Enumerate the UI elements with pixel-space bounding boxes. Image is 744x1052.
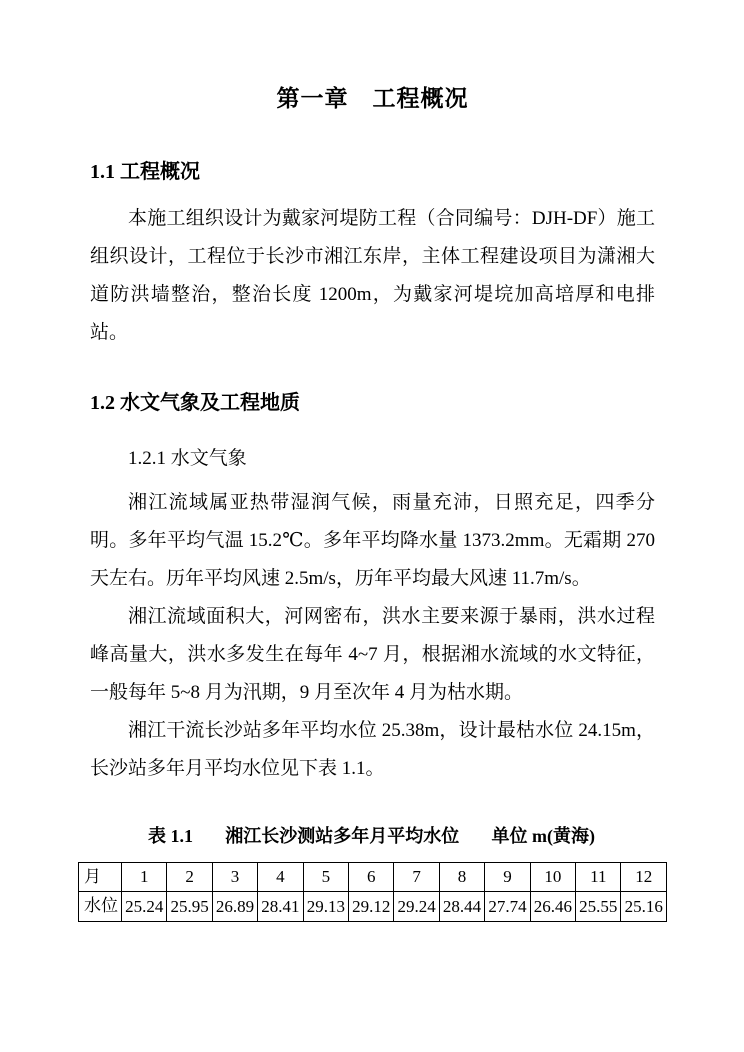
table-cell-month: 5 — [303, 863, 348, 892]
table-cell-level: 25.95 — [167, 892, 212, 921]
section-1-2-heading: 1.2 水文气象及工程地质 — [90, 392, 300, 414]
table-cell-month: 2 — [167, 863, 212, 892]
table-cell-month: 8 — [439, 863, 484, 892]
table-cell-level: 25.55 — [576, 892, 621, 921]
table-cell-month: 7 — [394, 863, 439, 892]
hydrology-paragraph-levels: 湘江干流长沙站多年平均水位 25.38m，设计最枯水位 24.15m，长沙站多年月平均水位见下表 1.1。 — [90, 720, 655, 779]
table-cell-month: 9 — [485, 863, 530, 892]
table-cell-month: 10 — [530, 863, 575, 892]
table-row-waterlevel-label: 水位 — [79, 892, 122, 921]
table-row — [79, 892, 667, 921]
table-header-month-label: 月 — [79, 863, 122, 892]
table-cell-level: 27.74 — [485, 892, 530, 921]
table-caption-title: 湘江长沙测站多年月平均水位 — [225, 826, 460, 846]
section-1-1-heading: 1.1 工程概况 — [90, 161, 200, 183]
table-cell-level: 29.12 — [349, 892, 394, 921]
table-cell-level: 29.13 — [303, 892, 348, 921]
table-row — [79, 863, 667, 892]
table-cell-month: 4 — [258, 863, 303, 892]
hydrology-paragraph-flood: 湘江流域面积大，河网密布，洪水主要来源于暴雨，洪水过程峰高量大，洪水多发生在每年 4~7 月，根据湘水流域的水文特征，一般每年 5~8 月为汛期，9 月至次年 4 月为枯水期。 — [90, 606, 655, 703]
table-cell-level: 26.89 — [212, 892, 257, 921]
table-caption-label: 表 1.1 — [148, 826, 193, 846]
table-cell-month: 1 — [122, 863, 167, 892]
table-cell-month: 6 — [349, 863, 394, 892]
table-cell-level: 28.41 — [258, 892, 303, 921]
table-cell-level: 29.24 — [394, 892, 439, 921]
section-1-1-paragraph: 本施工组织设计为戴家河堤防工程（合同编号：DJH-DF）施工组织设计，工程位于长沙市湘江东岸，主体工程建设项目为潇湘大道防洪墙整治，整治长度 1200m，为戴家河堤垸加高培厚和电排站。 — [90, 208, 655, 343]
table-cell-level: 26.46 — [530, 892, 575, 921]
table-cell-level: 25.16 — [621, 892, 667, 921]
chapter-title: 第一章 工程概况 — [276, 86, 469, 111]
table-cell-month: 12 — [621, 863, 667, 892]
table-caption — [148, 822, 595, 848]
table-cell-level: 25.24 — [122, 892, 167, 921]
table-cell-month: 3 — [212, 863, 257, 892]
table-caption-unit: 单位 m(黄海) — [491, 826, 595, 846]
hydrology-paragraph-climate: 湘江流域属亚热带湿润气候，雨量充沛，日照充足，四季分明。多年平均气温 15.2℃。多年平均降水量 1373.2mm。无霜期 270 天左右。历年平均风速 2.5m/s，历年平均最大风速 11.7m/s。 — [90, 492, 655, 589]
table-cell-month: 11 — [576, 863, 621, 892]
table-cell-level: 28.44 — [439, 892, 484, 921]
section-1-2-1-subheading: 1.2.1 水文气象 — [128, 448, 247, 469]
monthly-water-level-table — [78, 862, 667, 922]
